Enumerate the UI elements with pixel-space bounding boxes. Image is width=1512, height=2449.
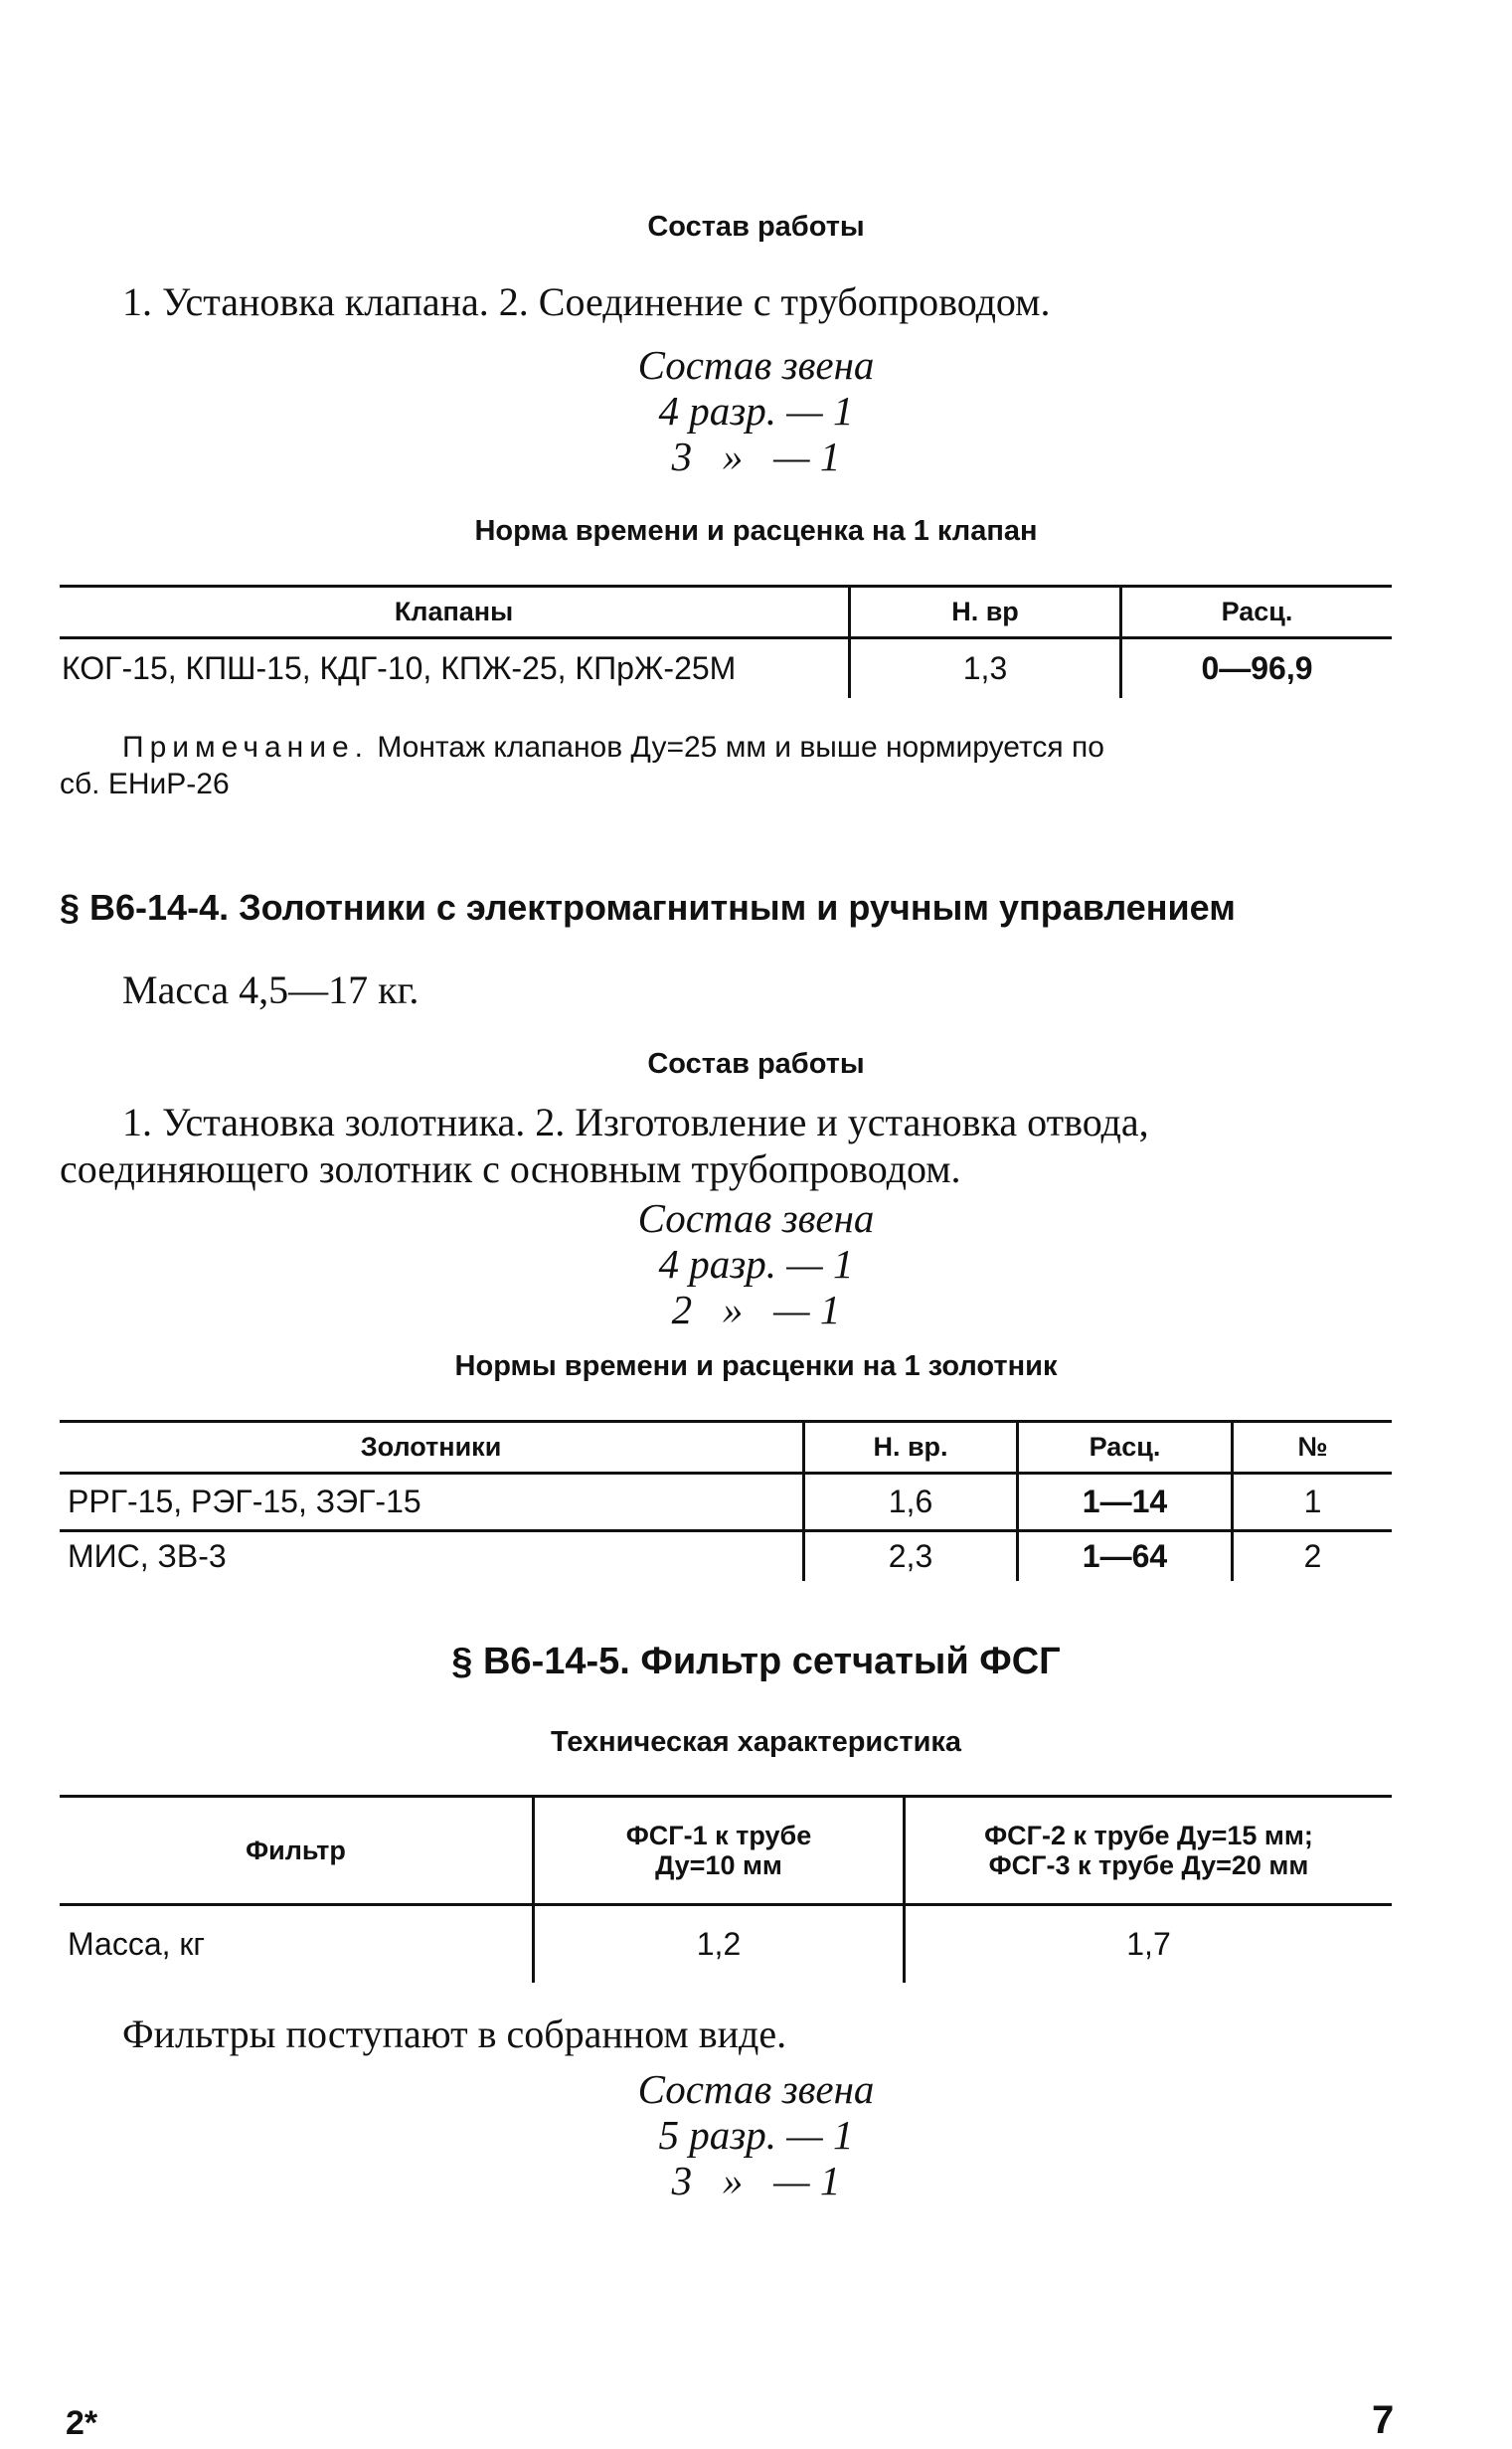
crew-heading: Состав звена bbox=[637, 1195, 875, 1241]
crew-line: 4 разр. — 1 bbox=[658, 1241, 854, 1287]
table-cell: 1 bbox=[1233, 1474, 1393, 1531]
crew-heading: Состав звена bbox=[637, 342, 875, 388]
table-header-cell: Золотники bbox=[60, 1422, 804, 1474]
work-composition-text: 1. Установка золотника. 2. Изготовление и установка отвода, bbox=[122, 1100, 1149, 1144]
table-cell: 1,7 bbox=[905, 1905, 1393, 1983]
table-header-cell: Клапаны bbox=[60, 587, 850, 638]
crew-line: 3 » — 1 bbox=[671, 434, 841, 479]
crew-line: 5 разр. — 1 bbox=[658, 2112, 854, 2158]
crew-composition bbox=[0, 342, 1512, 479]
table-header-cell: Н. вр bbox=[850, 587, 1121, 638]
table-cell: 0—96,9 bbox=[1121, 638, 1393, 698]
crew-composition bbox=[0, 2066, 1512, 2203]
table-title: Норма времени и расценка на 1 клапан bbox=[474, 515, 1038, 547]
note bbox=[122, 730, 1395, 766]
table-cell: МИС, ЗВ-3 bbox=[68, 1537, 227, 1574]
table-cell: РРГ-15, РЭГ-15, ЗЭГ-15 bbox=[60, 1474, 804, 1531]
table-header-cell: № bbox=[1233, 1422, 1393, 1474]
note-text: Монтаж клапанов Ду=25 мм и выше нормируется по bbox=[368, 731, 1104, 764]
characteristics-heading: Техническая характеристика bbox=[550, 1726, 962, 1758]
table-cell: 1—64 bbox=[1018, 1531, 1233, 1581]
table-header-cell: Расц. bbox=[1018, 1422, 1233, 1474]
crew-heading: Состав звена bbox=[637, 2066, 875, 2112]
header-line: ФСГ-1 к трубе bbox=[625, 1821, 812, 1850]
table-cell: 1—14 bbox=[1018, 1474, 1233, 1531]
table-title: Нормы времени и расценки на 1 золотник bbox=[454, 1350, 1058, 1382]
table-header-cell: Расц. bbox=[1121, 587, 1393, 638]
table-cell: КОГ-15, КПШ-15, КДГ-10, КПЖ-25, КПрЖ-25М bbox=[62, 649, 737, 686]
signature-mark: 2* bbox=[66, 2404, 98, 2442]
table-row bbox=[60, 638, 1392, 698]
table-header-cell bbox=[905, 1797, 1393, 1905]
note-label: Примечание. bbox=[122, 731, 369, 764]
table-header-cell: Н. вр. bbox=[804, 1422, 1018, 1474]
valves-table bbox=[60, 585, 1392, 698]
table-cell: 1,3 bbox=[850, 638, 1121, 698]
spools-table bbox=[60, 1420, 1392, 1581]
section-title: § В6-14-4. Золотники с электромагнитным и ручным управлением bbox=[60, 887, 1236, 928]
filter-table bbox=[60, 1795, 1392, 1983]
table-cell: Масса, кг bbox=[68, 1925, 206, 1962]
table-header-cell: Фильтр bbox=[60, 1797, 534, 1905]
crew-composition bbox=[0, 1195, 1512, 1332]
crew-line: 4 разр. — 1 bbox=[658, 388, 854, 434]
section-title: § В6-14-5. Фильтр сетчатый ФСГ bbox=[451, 1641, 1061, 1682]
work-composition-heading: Состав работы bbox=[647, 211, 865, 243]
work-composition-text: 1. Установка клапана. 2. Соединение с трубопроводом. bbox=[122, 279, 1051, 324]
header-line: Ду=10 мм bbox=[655, 1850, 782, 1880]
note-continuation: сб. ЕНиР-26 bbox=[60, 768, 230, 800]
work-composition-text: соединяющего золотник с основным трубопроводом. bbox=[60, 1146, 961, 1191]
table-row bbox=[60, 1474, 1392, 1531]
table-row bbox=[60, 1531, 1392, 1581]
table-row bbox=[60, 1905, 1392, 1983]
crew-line: 3 » — 1 bbox=[671, 2158, 841, 2203]
page-number: 7 bbox=[1372, 2398, 1395, 2442]
table-cell: 1,2 bbox=[534, 1905, 905, 1983]
table-cell: 2,3 bbox=[804, 1531, 1018, 1581]
table-header-cell bbox=[534, 1797, 905, 1905]
crew-line: 2 » — 1 bbox=[671, 1287, 841, 1332]
supply-text: Фильтры поступают в собранном виде. bbox=[122, 2012, 787, 2056]
header-line: ФСГ-2 к трубе Ду=15 мм; bbox=[984, 1821, 1313, 1850]
work-composition-heading: Состав работы bbox=[647, 1048, 865, 1080]
table-cell: 2 bbox=[1233, 1531, 1393, 1581]
table-cell: 1,6 bbox=[804, 1474, 1018, 1531]
mass-text: Масса 4,5—17 кг. bbox=[122, 967, 420, 1012]
header-line: ФСГ-3 к трубе Ду=20 мм bbox=[988, 1850, 1309, 1880]
